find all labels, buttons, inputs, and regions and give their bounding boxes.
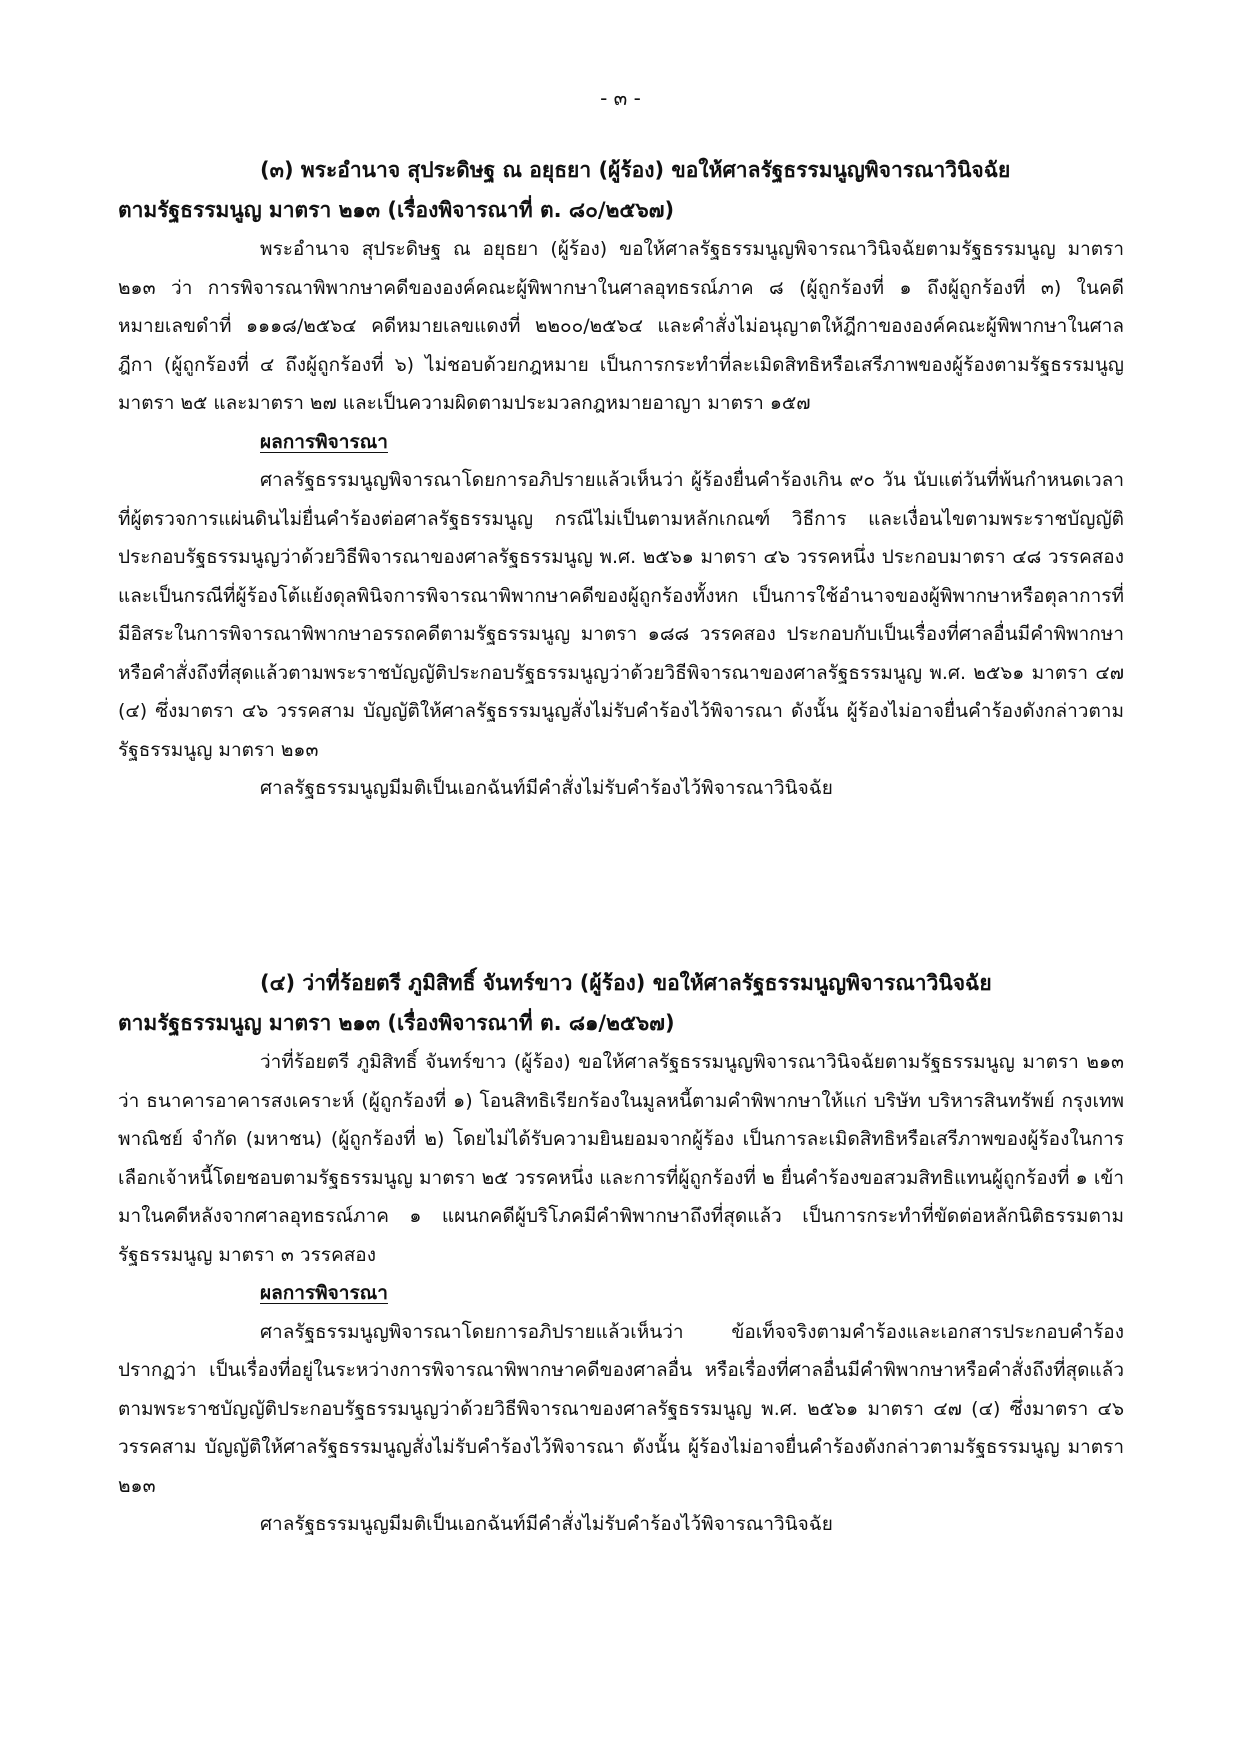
result-heading: ผลการพิจารณา <box>260 1282 388 1304</box>
case-body: ว่าที่ร้อยตรี ภูมิสิทธิ์ จันทร์ขาว (ผู้ร้อง) ขอให้ศาลรัฐธรรมนูญพิจารณาวินิจฉัยตามรัฐธรรมนูญ มาตรา ๒๑๓ ว่า ธนาคารอาคารสงเคราะห์ (ผู้ถูกร้องที่ ๑) โอนสิทธิเรียกร้องในมูลหนี้ตามคำพิพากษาให้แก่ บริษัท บริหารสินทรัพย์ กรุงเทพพาณิชย์ จำกัด (มหาชน) (ผู้ถูกร้องที่ ๒) โดยไม่ได้รับความยินยอมจากผู้ร้อง เป็นการละเมิดสิทธิหรือเสรีภาพของผู้ร้องในการเลือกเจ้าหนี้โดยชอบตามรัฐธรรมนูญ มาตรา ๒๕ วรรคหนึ่ง และการที่ผู้ถูกร้องที่ ๒ ยื่นคำร้องขอสวมสิทธิแทนผู้ถูกร้องที่ ๑ เข้ามาในคดีหลังจากศาลอุทธรณ์ภาค ๑ แผนกคดีผู้บริโภคมีคำพิพากษาถึงที่สุดแล้ว เป็นการกระทำที่ขัดต่อหลักนิติธรรมตามรัฐธรรมนูญ มาตรา ๓ วรรคสอง <box>118 1051 1124 1266</box>
result-text: ศาลรัฐธรรมนูญพิจารณาโดยการอภิปรายแล้วเห็นว่า ผู้ร้องยื่นคำร้องเกิน ๙๐ วัน นับแต่วันที่พ้นกำหนดเวลาที่ผู้ตรวจการแผ่นดินไม่ยื่นคำร้องต่อศาลรัฐธรรมนูญ กรณีไม่เป็นตามหลักเกณฑ์ วิธีการ และเงื่อนไขตามพระราชบัญญัติประกอบรัฐธรรมนูญว่าด้วยวิธีพิจารณาของศาลรัฐธรรมนูญ พ.ศ. ๒๕๖๑ มาตรา ๔๖ วรรคหนึ่ง ประกอบมาตรา ๔๘ วรรคสอง และเป็นกรณีที่ผู้ร้องโต้แย้งดุลพินิจการพิจารณาพิพากษาคดีของผู้ถูกร้องทั้งหก เป็นการใช้อำนาจของผู้พิพากษาหรือตุลาการที่มีอิสระในการพิจารณาพิพากษาอรรถคดีตามรัฐธรรมนูญ มาตรา ๑๘๘ วรรคสอง ประกอบกับเป็นเรื่องที่ศาลอื่นมีคำพิพากษาหรือคำสั่งถึงที่สุดแล้วตามพระราชบัญญัติประกอบรัฐธรรมนูญว่าด้วยวิธีพิจารณาของศาลรัฐธรรมนูญ พ.ศ. ๒๕๖๑ มาตรา ๔๗ (๔) ซึ่งมาตรา ๔๖ วรรคสาม บัญญัติให้ศาลรัฐธรรมนูญสั่งไม่รับคำร้องไว้พิจารณา ดังนั้น ผู้ร้องไม่อาจยื่นคำร้องดังกล่าวตามรัฐธรรมนูญ มาตรา ๒๑๓ <box>118 469 1124 761</box>
result-text: ศาลรัฐธรรมนูญพิจารณาโดยการอภิปรายแล้วเห็นว่า ข้อเท็จจริงตามคำร้องและเอกสารประกอบคำร้องปรากฏว่า เป็นเรื่องที่อยู่ในระหว่างการพิจารณาพิพากษาคดีของศาลอื่น หรือเรื่องที่ศาลอื่นมีคำพิพากษาหรือคำสั่งถึงที่สุดแล้วตามพระราชบัญญัติประกอบรัฐธรรมนูญว่าด้วยวิธีพิจารณาของศาลรัฐธรรมนูญ พ.ศ. ๒๕๖๑ มาตรา ๔๗ (๔) ซึ่งมาตรา ๔๖ วรรคสาม บัญญัติให้ศาลรัฐธรรมนูญสั่งไม่รับคำร้องไว้พิจารณา ดังนั้น ผู้ร้องไม่อาจยื่นคำร้องดังกล่าวตามรัฐธรรมนูญ มาตรา ๒๑๓ <box>118 1320 1124 1497</box>
case-body: พระอำนาจ สุประดิษฐ ณ อยุธยา (ผู้ร้อง) ขอให้ศาลรัฐธรรมนูญพิจารณาวินิจฉัยตามรัฐธรรมนูญ มาตรา ๒๑๓ ว่า การพิจารณาพิพากษาคดีขององค์คณะผู้พิพากษาในศาลอุทธรณ์ภาค ๘ (ผู้ถูกร้องที่ ๑ ถึงผู้ถูกร้องที่ ๓) ในคดีหมายเลขดำที่ ๑๑๑๘/๒๕๖๔ คดีหมายเลขแดงที่ ๒๒๐๐/๒๕๖๔ และคำสั่งไม่อนุญาตให้ฎีกาขององค์คณะผู้พิพากษาในศาลฎีกา (ผู้ถูกร้องที่ ๔ ถึงผู้ถูกร้องที่ ๖) ไม่ชอบด้วยกฎหมาย เป็นการกระทำที่ละเมิดสิทธิหรือเสรีภาพของผู้ร้องตามรัฐธรรมนูญ มาตรา ๒๕ และมาตรา ๒๗ และเป็นความผิดตามประมวลกฎหมายอาญา มาตรา ๑๕๗ <box>118 238 1124 414</box>
page-number: - ๓ - <box>600 86 641 110</box>
case-heading <box>118 150 1124 230</box>
case-heading-line1: (๓) พระอำนาจ สุประดิษฐ ณ อยุธยา (ผู้ร้อง) ขอให้ศาลรัฐธรรมนูญพิจารณาวินิจฉัย <box>260 158 1011 182</box>
conclusion-text: ศาลรัฐธรรมนูญมีมติเป็นเอกฉันท์มีคำสั่งไม่รับคำร้องไว้พิจารณาวินิจฉัย <box>260 777 833 799</box>
case-heading-line1: (๔) ว่าที่ร้อยตรี ภูมิสิทธิ์ จันทร์ขาว (ผู้ร้อง) ขอให้ศาลรัฐธรรมนูญพิจารณาวินิจฉัย <box>260 971 992 995</box>
case-section-4 <box>118 963 1124 1544</box>
case-heading-line2: ตามรัฐธรรมนูญ มาตรา ๒๑๓ (เรื่องพิจารณาที่ ต. ๘๑/๒๕๖๗) <box>118 1011 675 1035</box>
case-heading <box>118 963 1124 1043</box>
case-heading-line2: ตามรัฐธรรมนูญ มาตรา ๒๑๓ (เรื่องพิจารณาที่ ต. ๘๐/๒๕๖๗) <box>118 198 675 222</box>
conclusion-text: ศาลรัฐธรรมนูญมีมติเป็นเอกฉันท์มีคำสั่งไม่รับคำร้องไว้พิจารณาวินิจฉัย <box>260 1513 833 1535</box>
result-heading: ผลการพิจารณา <box>260 430 388 453</box>
case-section-3 <box>118 150 1124 808</box>
